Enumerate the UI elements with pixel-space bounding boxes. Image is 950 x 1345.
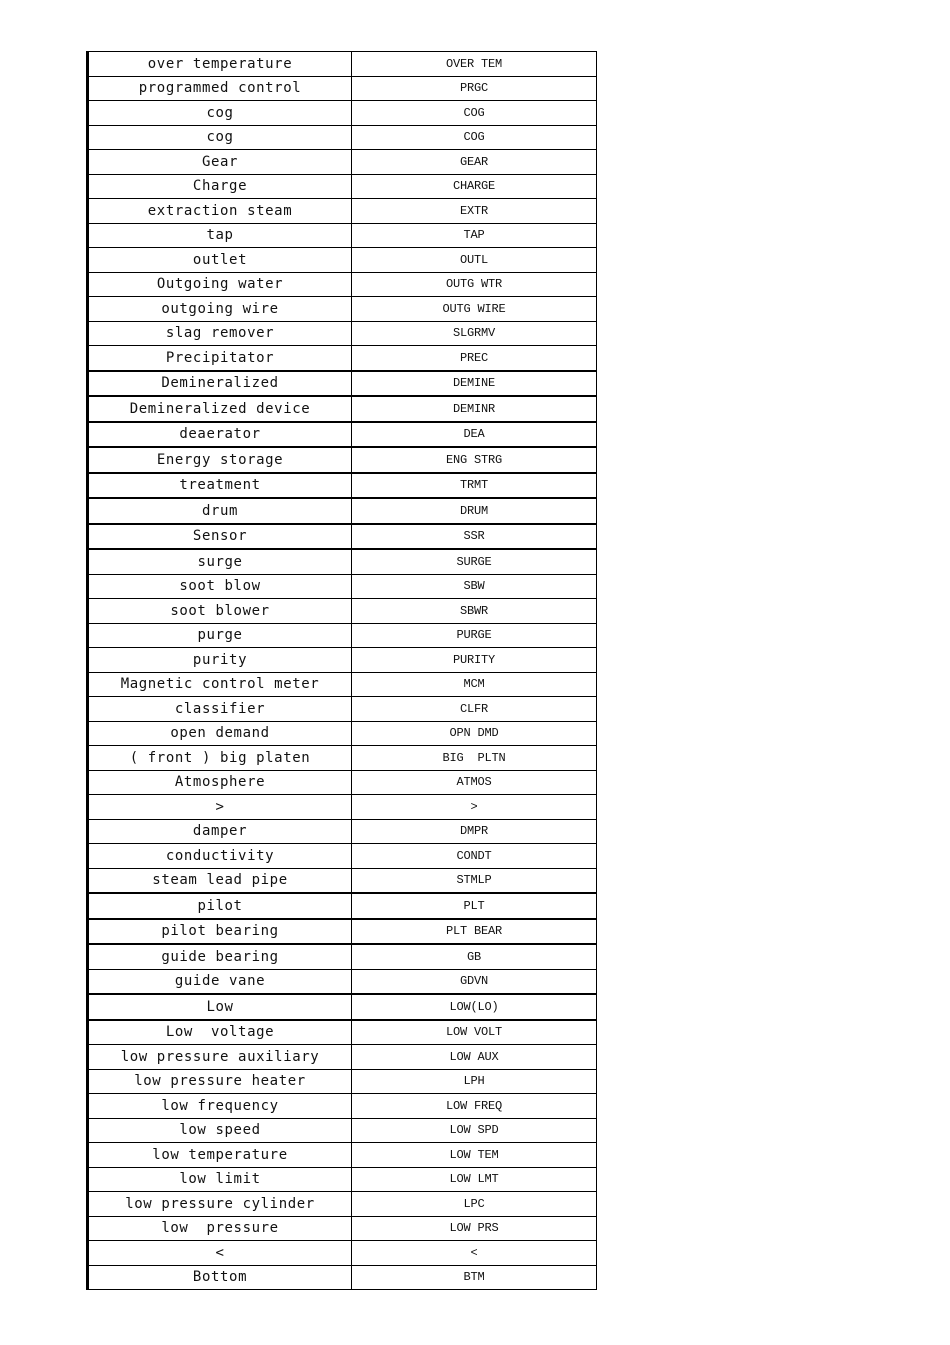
term-cell: cog xyxy=(88,101,352,126)
table-row xyxy=(88,599,597,624)
term-cell: low pressure xyxy=(88,1216,352,1241)
term-cell: purge xyxy=(88,623,352,648)
abbreviation-cell: TRMT xyxy=(352,473,597,499)
table-row xyxy=(88,498,597,524)
term-cell: Low voltage xyxy=(88,1020,352,1045)
abbreviation-cell: SURGE xyxy=(352,549,597,574)
table-row xyxy=(88,1094,597,1119)
term-cell: outlet xyxy=(88,248,352,273)
abbreviation-table xyxy=(86,51,597,1290)
term-cell: < xyxy=(88,1241,352,1266)
abbreviation-cell: SBWR xyxy=(352,599,597,624)
abbreviation-cell: DEMINR xyxy=(352,396,597,422)
table-row xyxy=(88,1069,597,1094)
abbreviation-cell: < xyxy=(352,1241,597,1266)
table-row xyxy=(88,994,597,1020)
table-row xyxy=(88,1216,597,1241)
table-row xyxy=(88,549,597,574)
table-row xyxy=(88,447,597,473)
abbreviation-cell: LPH xyxy=(352,1069,597,1094)
abbreviation-cell: BIG PLTN xyxy=(352,746,597,771)
table-row xyxy=(88,893,597,919)
term-cell: low temperature xyxy=(88,1143,352,1168)
abbreviation-cell: COG xyxy=(352,125,597,150)
table-row xyxy=(88,1045,597,1070)
term-cell: tap xyxy=(88,223,352,248)
abbreviation-cell: SBW xyxy=(352,574,597,599)
abbreviation-cell: PLT xyxy=(352,893,597,919)
table-row xyxy=(88,248,597,273)
term-cell: low pressure cylinder xyxy=(88,1192,352,1217)
table-row xyxy=(88,223,597,248)
term-cell: outgoing wire xyxy=(88,297,352,322)
term-cell: > xyxy=(88,795,352,820)
abbreviation-cell: LPC xyxy=(352,1192,597,1217)
term-cell: Precipitator xyxy=(88,346,352,371)
abbreviation-cell: OPN DMD xyxy=(352,721,597,746)
term-cell: soot blower xyxy=(88,599,352,624)
table-row xyxy=(88,396,597,422)
table-row xyxy=(88,52,597,77)
abbreviation-cell: TAP xyxy=(352,223,597,248)
abbreviation-cell: PURGE xyxy=(352,623,597,648)
term-cell: low pressure heater xyxy=(88,1069,352,1094)
abbreviation-cell: PREC xyxy=(352,346,597,371)
term-cell: surge xyxy=(88,549,352,574)
term-cell: Atmosphere xyxy=(88,770,352,795)
table-row xyxy=(88,473,597,499)
table-row xyxy=(88,697,597,722)
abbreviation-cell: LOW AUX xyxy=(352,1045,597,1070)
table-row xyxy=(88,272,597,297)
table-row xyxy=(88,770,597,795)
abbreviation-cell: DRUM xyxy=(352,498,597,524)
abbreviation-cell: GDVN xyxy=(352,969,597,994)
table-row xyxy=(88,672,597,697)
term-cell: low frequency xyxy=(88,1094,352,1119)
abbreviation-cell: STMLP xyxy=(352,868,597,893)
table-row xyxy=(88,174,597,199)
abbreviation-cell: GEAR xyxy=(352,150,597,175)
table-row xyxy=(88,101,597,126)
abbreviation-cell: > xyxy=(352,795,597,820)
term-cell: guide bearing xyxy=(88,944,352,969)
table-row xyxy=(88,150,597,175)
term-cell: Demineralized device xyxy=(88,396,352,422)
table-row xyxy=(88,574,597,599)
table-row xyxy=(88,819,597,844)
abbreviation-cell: CHARGE xyxy=(352,174,597,199)
term-cell: Outgoing water xyxy=(88,272,352,297)
abbreviation-cell: LOW LMT xyxy=(352,1167,597,1192)
term-cell: Bottom xyxy=(88,1265,352,1290)
abbreviation-cell: PRGC xyxy=(352,76,597,101)
term-cell: conductivity xyxy=(88,844,352,869)
table-row xyxy=(88,648,597,673)
abbreviation-cell: MCM xyxy=(352,672,597,697)
term-cell: programmed control xyxy=(88,76,352,101)
term-cell: Charge xyxy=(88,174,352,199)
term-cell: purity xyxy=(88,648,352,673)
term-cell: slag remover xyxy=(88,321,352,346)
table-row xyxy=(88,868,597,893)
abbreviation-cell: LOW FREQ xyxy=(352,1094,597,1119)
abbreviation-cell: DMPR xyxy=(352,819,597,844)
abbreviation-cell: OUTG WTR xyxy=(352,272,597,297)
term-cell: Demineralized xyxy=(88,371,352,397)
abbreviation-cell: ENG STRG xyxy=(352,447,597,473)
table-row xyxy=(88,1265,597,1290)
term-cell: Gear xyxy=(88,150,352,175)
abbreviation-cell: CLFR xyxy=(352,697,597,722)
term-cell: classifier xyxy=(88,697,352,722)
term-cell: low speed xyxy=(88,1118,352,1143)
abbreviation-cell: PLT BEAR xyxy=(352,919,597,945)
table-row xyxy=(88,623,597,648)
abbreviation-cell: ATMOS xyxy=(352,770,597,795)
table-row xyxy=(88,795,597,820)
table-row xyxy=(88,1241,597,1266)
term-cell: Magnetic control meter xyxy=(88,672,352,697)
term-cell: ( front ) big platen xyxy=(88,746,352,771)
table-row xyxy=(88,1118,597,1143)
term-cell: low pressure auxiliary xyxy=(88,1045,352,1070)
table-row xyxy=(88,919,597,945)
abbreviation-cell: LOW SPD xyxy=(352,1118,597,1143)
term-cell: deaerator xyxy=(88,422,352,448)
table-row xyxy=(88,1020,597,1045)
term-cell: soot blow xyxy=(88,574,352,599)
abbreviation-cell: LOW PRS xyxy=(352,1216,597,1241)
table-row xyxy=(88,969,597,994)
term-cell: damper xyxy=(88,819,352,844)
abbreviation-cell: COG xyxy=(352,101,597,126)
abbreviation-cell: OVER TEM xyxy=(352,52,597,77)
term-cell: over temperature xyxy=(88,52,352,77)
table-row xyxy=(88,422,597,448)
table-row xyxy=(88,199,597,224)
abbreviation-cell: BTM xyxy=(352,1265,597,1290)
table-row xyxy=(88,1167,597,1192)
table-row xyxy=(88,76,597,101)
term-cell: drum xyxy=(88,498,352,524)
term-cell: cog xyxy=(88,125,352,150)
abbreviation-cell: DEA xyxy=(352,422,597,448)
table-row xyxy=(88,321,597,346)
table-row xyxy=(88,371,597,397)
abbreviation-cell: OUTL xyxy=(352,248,597,273)
table-row xyxy=(88,125,597,150)
abbreviation-cell: LOW VOLT xyxy=(352,1020,597,1045)
abbreviation-cell: LOW(LO) xyxy=(352,994,597,1020)
abbreviation-table-body xyxy=(88,52,597,1290)
abbreviation-cell: PURITY xyxy=(352,648,597,673)
table-row xyxy=(88,346,597,371)
table-row xyxy=(88,297,597,322)
abbreviation-cell: SSR xyxy=(352,524,597,550)
term-cell: extraction steam xyxy=(88,199,352,224)
table-row xyxy=(88,1192,597,1217)
term-cell: Low xyxy=(88,994,352,1020)
term-cell: pilot xyxy=(88,893,352,919)
abbreviation-cell: SLGRMV xyxy=(352,321,597,346)
term-cell: open demand xyxy=(88,721,352,746)
table-row xyxy=(88,844,597,869)
abbreviation-cell: LOW TEM xyxy=(352,1143,597,1168)
abbreviation-cell: DEMINE xyxy=(352,371,597,397)
term-cell: Sensor xyxy=(88,524,352,550)
term-cell: steam lead pipe xyxy=(88,868,352,893)
term-cell: low limit xyxy=(88,1167,352,1192)
table-row xyxy=(88,1143,597,1168)
term-cell: guide vane xyxy=(88,969,352,994)
table-row xyxy=(88,721,597,746)
term-cell: pilot bearing xyxy=(88,919,352,945)
table-row xyxy=(88,944,597,969)
abbreviation-cell: OUTG WIRE xyxy=(352,297,597,322)
table-row xyxy=(88,746,597,771)
abbreviation-cell: GB xyxy=(352,944,597,969)
table-row xyxy=(88,524,597,550)
abbreviation-cell: CONDT xyxy=(352,844,597,869)
term-cell: Energy storage xyxy=(88,447,352,473)
abbreviation-cell: EXTR xyxy=(352,199,597,224)
term-cell: treatment xyxy=(88,473,352,499)
